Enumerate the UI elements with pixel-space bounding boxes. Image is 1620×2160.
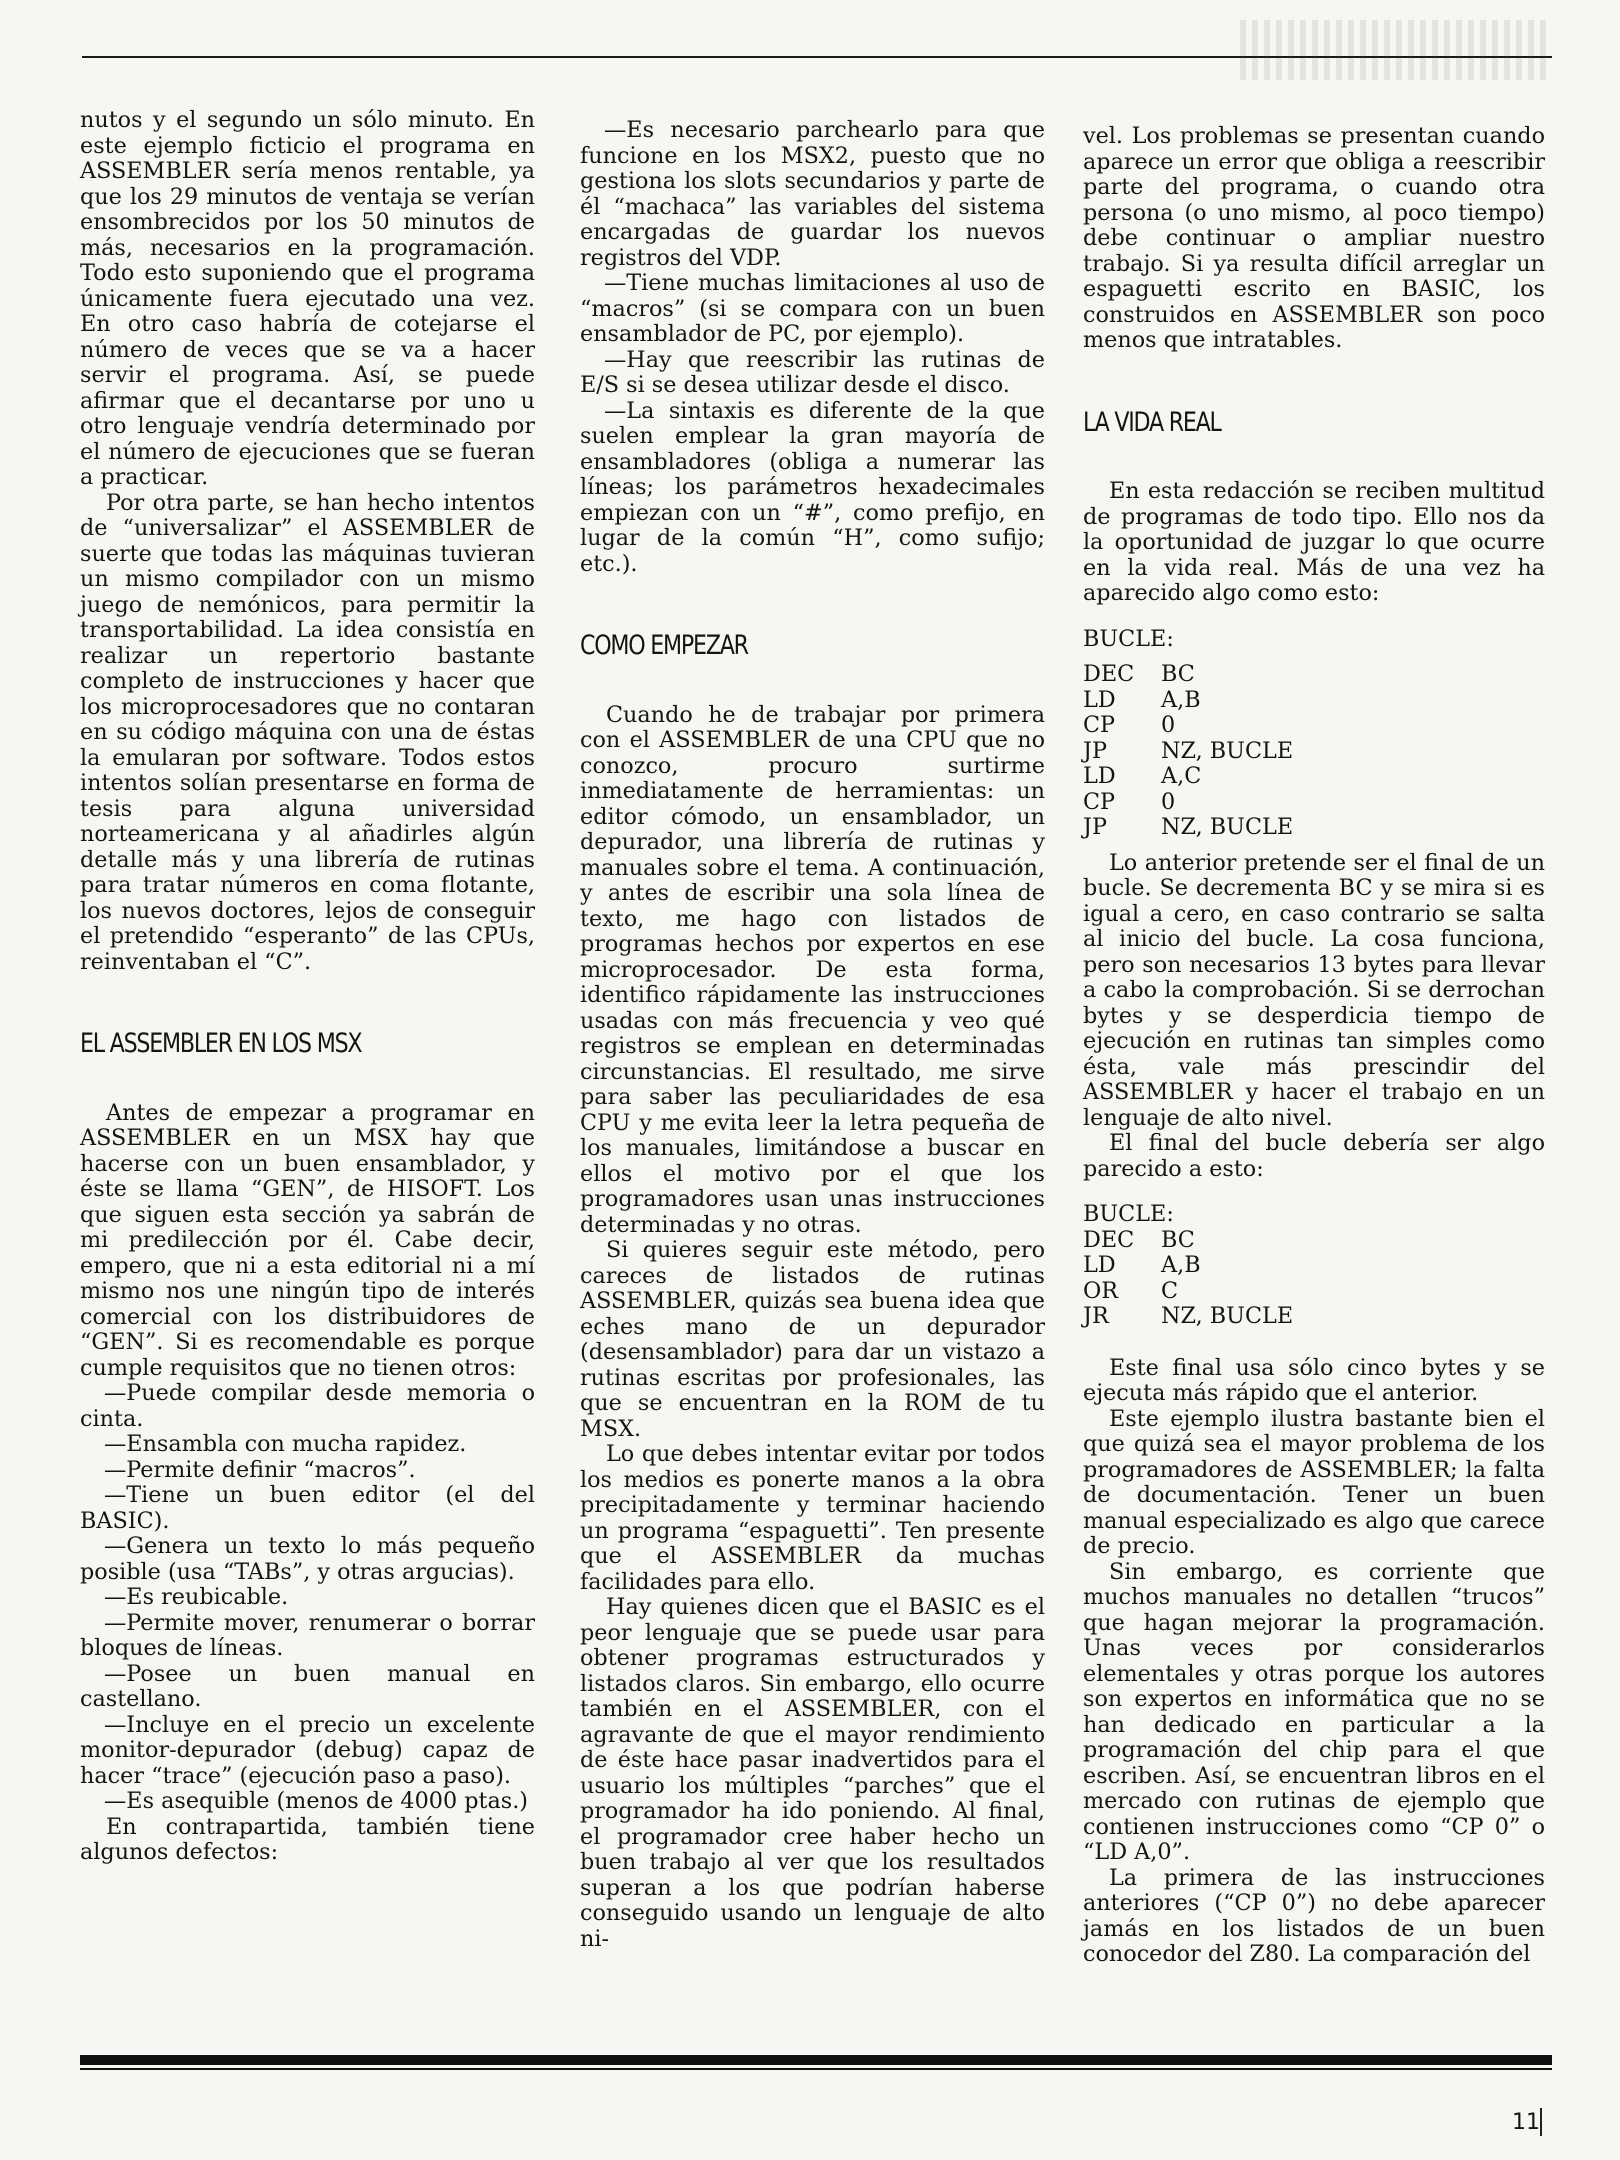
code-op: DEC xyxy=(1083,1226,1135,1253)
paragraph: nutos y el segundo un sólo minuto. En este ejemplo ficticio el programa en ASSEMBLER sería menos rentable, ya que los 29 minutos de ventaja se verían ensombrecidos por los 50 minutos de más, necesarios en la programación. Todo esto suponiendo que el programa únicamente fuera ejecutado una vez. En otro caso habría de cotejarse el número de veces que se va a hacer servir el programa. Así, se puede afirmar que el decantarse por uno u otro lenguaje vendría determinado por el número de ejecuciones que se fueran a practicar. xyxy=(80,107,535,490)
list-item: —Ensambla con mucha rapidez. xyxy=(104,1431,467,1457)
paragraph: Sin embargo, es corriente que muchos manuales no detallen “trucos” que hagan mejorar la programación. Unas veces por considerarlos elementales y otras porque los autores son expertos en informática que no se han dedicado en particular a la programación del chip para el que escriben. Así, se encuentran libros en el mercado con rutinas de ejemplo que contienen instrucciones como “CP 0” o “LD A,0”. xyxy=(1083,1558,1545,1865)
code-line xyxy=(1083,764,1545,790)
code-arg: NZ, BUCLE xyxy=(1161,737,1294,764)
column-1 xyxy=(80,108,535,1866)
paragraph: Cuando he de trabajar por primera con el ASSEMBLER de una CPU que no conozco, procuro surtirme inmediatamente de herramientas: un editor cómodo, un ensamblador, un depurador, una librería de rutinas y manuales sobre el tema. A continuación, y antes de escribir una sola línea de texto, me hago con listados de programas hechos por expertos en ese microprocesador. De esta forma, identifico rápidamente las instrucciones usadas con más frecuencia y veo qué registros se emplean en determinadas circunstancias. El resultado, me sirve para saber las peculiaridades de esa CPU y me evita leer la letra pequeña de los manuales, limitándose a buscar en ellos el motivo por el que los programadores usan unas instrucciones determinadas y no otras. xyxy=(580,701,1045,1238)
code-label: BUCLE: xyxy=(1083,625,1174,652)
code-op: CP xyxy=(1083,712,1116,738)
list-item: —Tiene un buen editor (el del BASIC). xyxy=(80,1482,535,1534)
code-arg: C xyxy=(1161,1277,1179,1304)
paragraph: Este ejemplo ilustra bastante bien el que quizá sea el mayor problema de los programadores de ASSEMBLER; la falta de documentación. Tener un buen manual especializado es algo que carece de precio. xyxy=(1083,1405,1545,1559)
list-item: —Hay que reescribir las rutinas de E/S si se desea utilizar desde el disco. xyxy=(580,346,1045,398)
code-op: LD xyxy=(1083,1252,1116,1278)
code-line xyxy=(1083,1253,1545,1279)
code-arg: BC xyxy=(1161,661,1195,687)
list-item: —Permite definir “macros”. xyxy=(104,1456,416,1483)
code-arg: NZ, BUCLE xyxy=(1161,814,1294,840)
code-op: OR xyxy=(1083,1277,1119,1304)
code-line xyxy=(1083,662,1545,688)
list-item: —La sintaxis es diferente de la que suelen emplear la gran mayoría de ensambladores (obliga a numerar las líneas; los parámetros hexadecimales empiezan con un “#”, como prefijo, en lugar de la común “H”, como sufijo; etc.). xyxy=(580,397,1045,577)
paragraph: Hay quienes dicen que el BASIC es el peor lenguaje que se puede usar para obtener programas estructurados y listados claros. Sin embargo, ello ocurre también en el ASSEMBLER, con el agravante de que el mayor rendimiento de éste hace pasar inadvertidos para el usuario los múltiples “parches” que el programador ha ido poniendo. Al final, el programador cree haber hecho un buen trabajo al ver que los resultados superan a los que podrían haberse conseguido usando un lenguaje de alto ni- xyxy=(580,1594,1045,1952)
paragraph: El final del bucle debería ser algo parecido a esto: xyxy=(1083,1130,1545,1182)
list-item: —Permite mover, renumerar o borrar bloques de líneas. xyxy=(80,1609,535,1661)
code-line xyxy=(1083,790,1545,816)
code-block xyxy=(1083,1202,1545,1330)
code-op: CP xyxy=(1083,788,1116,815)
code-arg: A,C xyxy=(1161,763,1202,789)
code-line xyxy=(1083,688,1545,714)
paragraph: En contrapartida, también tiene algunos defectos: xyxy=(80,1813,535,1865)
code-label: BUCLE: xyxy=(1083,1201,1174,1227)
header-bleed-mark xyxy=(1240,20,1550,80)
section-heading: COMO EMPEZAR xyxy=(580,630,748,661)
paragraph: Antes de empezar a programar en ASSEMBLER en un MSX hay que hacerse con un buen ensamblador, y éste se llama “GEN”, de HISOFT. Los que siguen esta sección ya sabrán de mi predilección por él. Cabe decir, empero, que ni a esta editorial ni a mí mismo nos une ningún tipo de interés comercial con los distribuidores de “GEN”. Si es recomendable es porque cumple requisitos que no tienen otros: xyxy=(80,1099,535,1381)
code-op: JR xyxy=(1083,1303,1109,1329)
code-op: DEC xyxy=(1083,661,1135,687)
column-2 xyxy=(580,118,1045,1952)
paragraph: Por otra parte, se han hecho intentos de “universalizar” el ASSEMBLER de suerte que todas las máquinas tuvieran un mismo compilador con un mismo juego de nemónicos, para permitir la transportabilidad. La idea consistía en realizar un repertorio bastante completo de instrucciones y hacer que los microprocesadores que no contaran en su código máquina con una de éstas la emularan por software. Todos estos intentos solían presentarse en forma de tesis para alguna universidad norteamericana y al añadirles algún detalle más y una librería de rutinas para tratar números en coma flotante, los nuevos doctores, lejos de conseguir el pretendido “esperanto” de las CPUs, reinventaban el “C”. xyxy=(80,489,535,975)
page-number: 11 xyxy=(1512,2110,1540,2135)
paragraph: Lo anterior pretende ser el final de un bucle. Se decrementa BC y se mira si es igual a cero, en caso contrario se salta al inicio del bucle. La cosa funciona, pero son necesarios 13 bytes para llevar a cabo la comprobación. Si se derrochan bytes y se desperdicia tiempo de ejecución en rutinas tan simples como ésta, vale más prescindir del ASSEMBLER y hacer el trabajo en un lenguaje de alto nivel. xyxy=(1083,849,1545,1131)
section-heading: EL ASSEMBLER EN LOS MSX xyxy=(80,1028,362,1059)
list-item: —Es reubicable. xyxy=(104,1584,289,1610)
code-block xyxy=(1083,627,1545,841)
code-op: LD xyxy=(1083,686,1116,713)
list-item: —Posee un buen manual en castellano. xyxy=(80,1660,535,1712)
paragraph: La primera de las instrucciones anteriores (“CP 0”) no debe aparecer jamás en los listados de un buen conocedor del Z80. La comparación del xyxy=(1083,1864,1545,1967)
list-item: —Es necesario parchearlo para que funcione en los MSX2, puesto que no gestiona los slots secundarios y parte de él “machaca” las variables del sistema encargadas de guardar los nuevos registros del VDP. xyxy=(580,117,1045,271)
list-item: —Puede compilar desde memoria o cinta. xyxy=(80,1380,535,1432)
paragraph: Lo que debes intentar evitar por todos los medios es ponerte manos a la obra precipitadamente y terminar haciendo un programa “espaguetti”. Ten presente que el ASSEMBLER da muchas facilidades para ello. xyxy=(580,1441,1045,1595)
code-arg: NZ, BUCLE xyxy=(1161,1303,1294,1329)
list-item: —Incluye en el precio un excelente monitor-depurador (debug) capaz de hacer “trace” (ejecución paso a paso). xyxy=(80,1711,535,1789)
paragraph: En esta redacción se reciben multitud de programas de todo tipo. Ello nos da la oportunidad de juzgar lo que ocurre en la vida real. Más de una vez ha aparecido algo como esto: xyxy=(1083,478,1545,606)
code-line xyxy=(1083,1228,1545,1254)
list-item: —Tiene muchas limitaciones al uso de “macros” (si se compara con un buen ensamblador de PC, por ejemplo). xyxy=(580,270,1045,347)
code-line xyxy=(1083,713,1545,739)
code-arg: A,B xyxy=(1161,686,1201,713)
code-line xyxy=(1083,1279,1545,1305)
list-item: —Es asequible (menos de 4000 ptas.) xyxy=(104,1788,528,1814)
paragraph: Este final usa sólo cinco bytes y se ejecuta más rápido que el anterior. xyxy=(1083,1354,1545,1406)
code-line xyxy=(1083,1304,1545,1330)
bottom-rule xyxy=(80,2055,1552,2065)
bottom-rule-thin xyxy=(80,2068,1552,2070)
code-op: JP xyxy=(1083,737,1107,764)
code-line xyxy=(1083,739,1545,765)
paragraph: vel. Los problemas se presentan cuando aparece un error que obliga a reescribir parte del programa, o cuando otra persona (o uno mismo, al poco tiempo) debe continuar o ampliar nuestro trabajo. Si ya resulta difícil arreglar un espaguetti escrito en BASIC, los construidos en ASSEMBLER son poco menos que intratables. xyxy=(1083,123,1545,353)
code-arg: A,B xyxy=(1161,1252,1201,1278)
code-line xyxy=(1083,815,1545,841)
code-arg: 0 xyxy=(1161,788,1176,815)
code-arg: 0 xyxy=(1161,712,1176,738)
paragraph: Si quieres seguir este método, pero careces de listados de rutinas ASSEMBLER, quizás sea buena idea que eches mano de un depurador (desensamblador) para dar un vistazo a rutinas escritas por profesionales, las que se encuentran en la ROM de tu MSX. xyxy=(580,1237,1045,1442)
column-3 xyxy=(1083,124,1545,1968)
section-heading: LA VIDA REAL xyxy=(1083,406,1221,438)
page-number-bar xyxy=(1540,2108,1542,2136)
code-op: JP xyxy=(1083,814,1107,840)
code-op: LD xyxy=(1083,763,1116,789)
code-arg: BC xyxy=(1161,1226,1195,1253)
list-item: —Genera un texto lo más pequeño posible (usa “TABs”, y otras argucias). xyxy=(80,1533,535,1585)
